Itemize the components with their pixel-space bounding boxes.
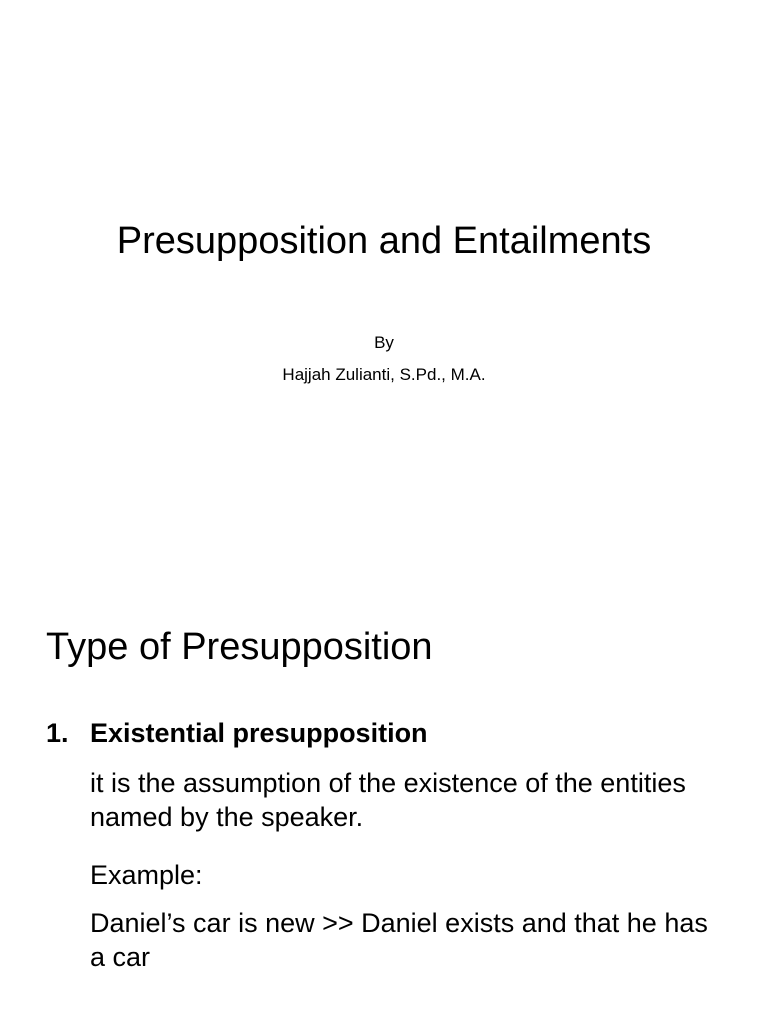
example-label: Example: (90, 860, 203, 890)
list-item-number: 1. (46, 718, 69, 748)
slide-title: Type of Presupposition (46, 626, 433, 668)
author-name: Hajjah Zulianti, S.Pd., M.A. (282, 365, 486, 384)
example-text: Daniel’s car is new >> Daniel exists and that he has a car (90, 908, 708, 972)
list-item-heading (46, 716, 428, 750)
definition-text: it is the assumption of the existence of the entities named by the speaker. (90, 768, 686, 832)
content-slide (0, 576, 768, 1024)
presentation-title: Presupposition and Entailments (116, 220, 652, 262)
list-item-title: Existential presupposition (90, 718, 428, 748)
byline-label: By (374, 333, 394, 352)
